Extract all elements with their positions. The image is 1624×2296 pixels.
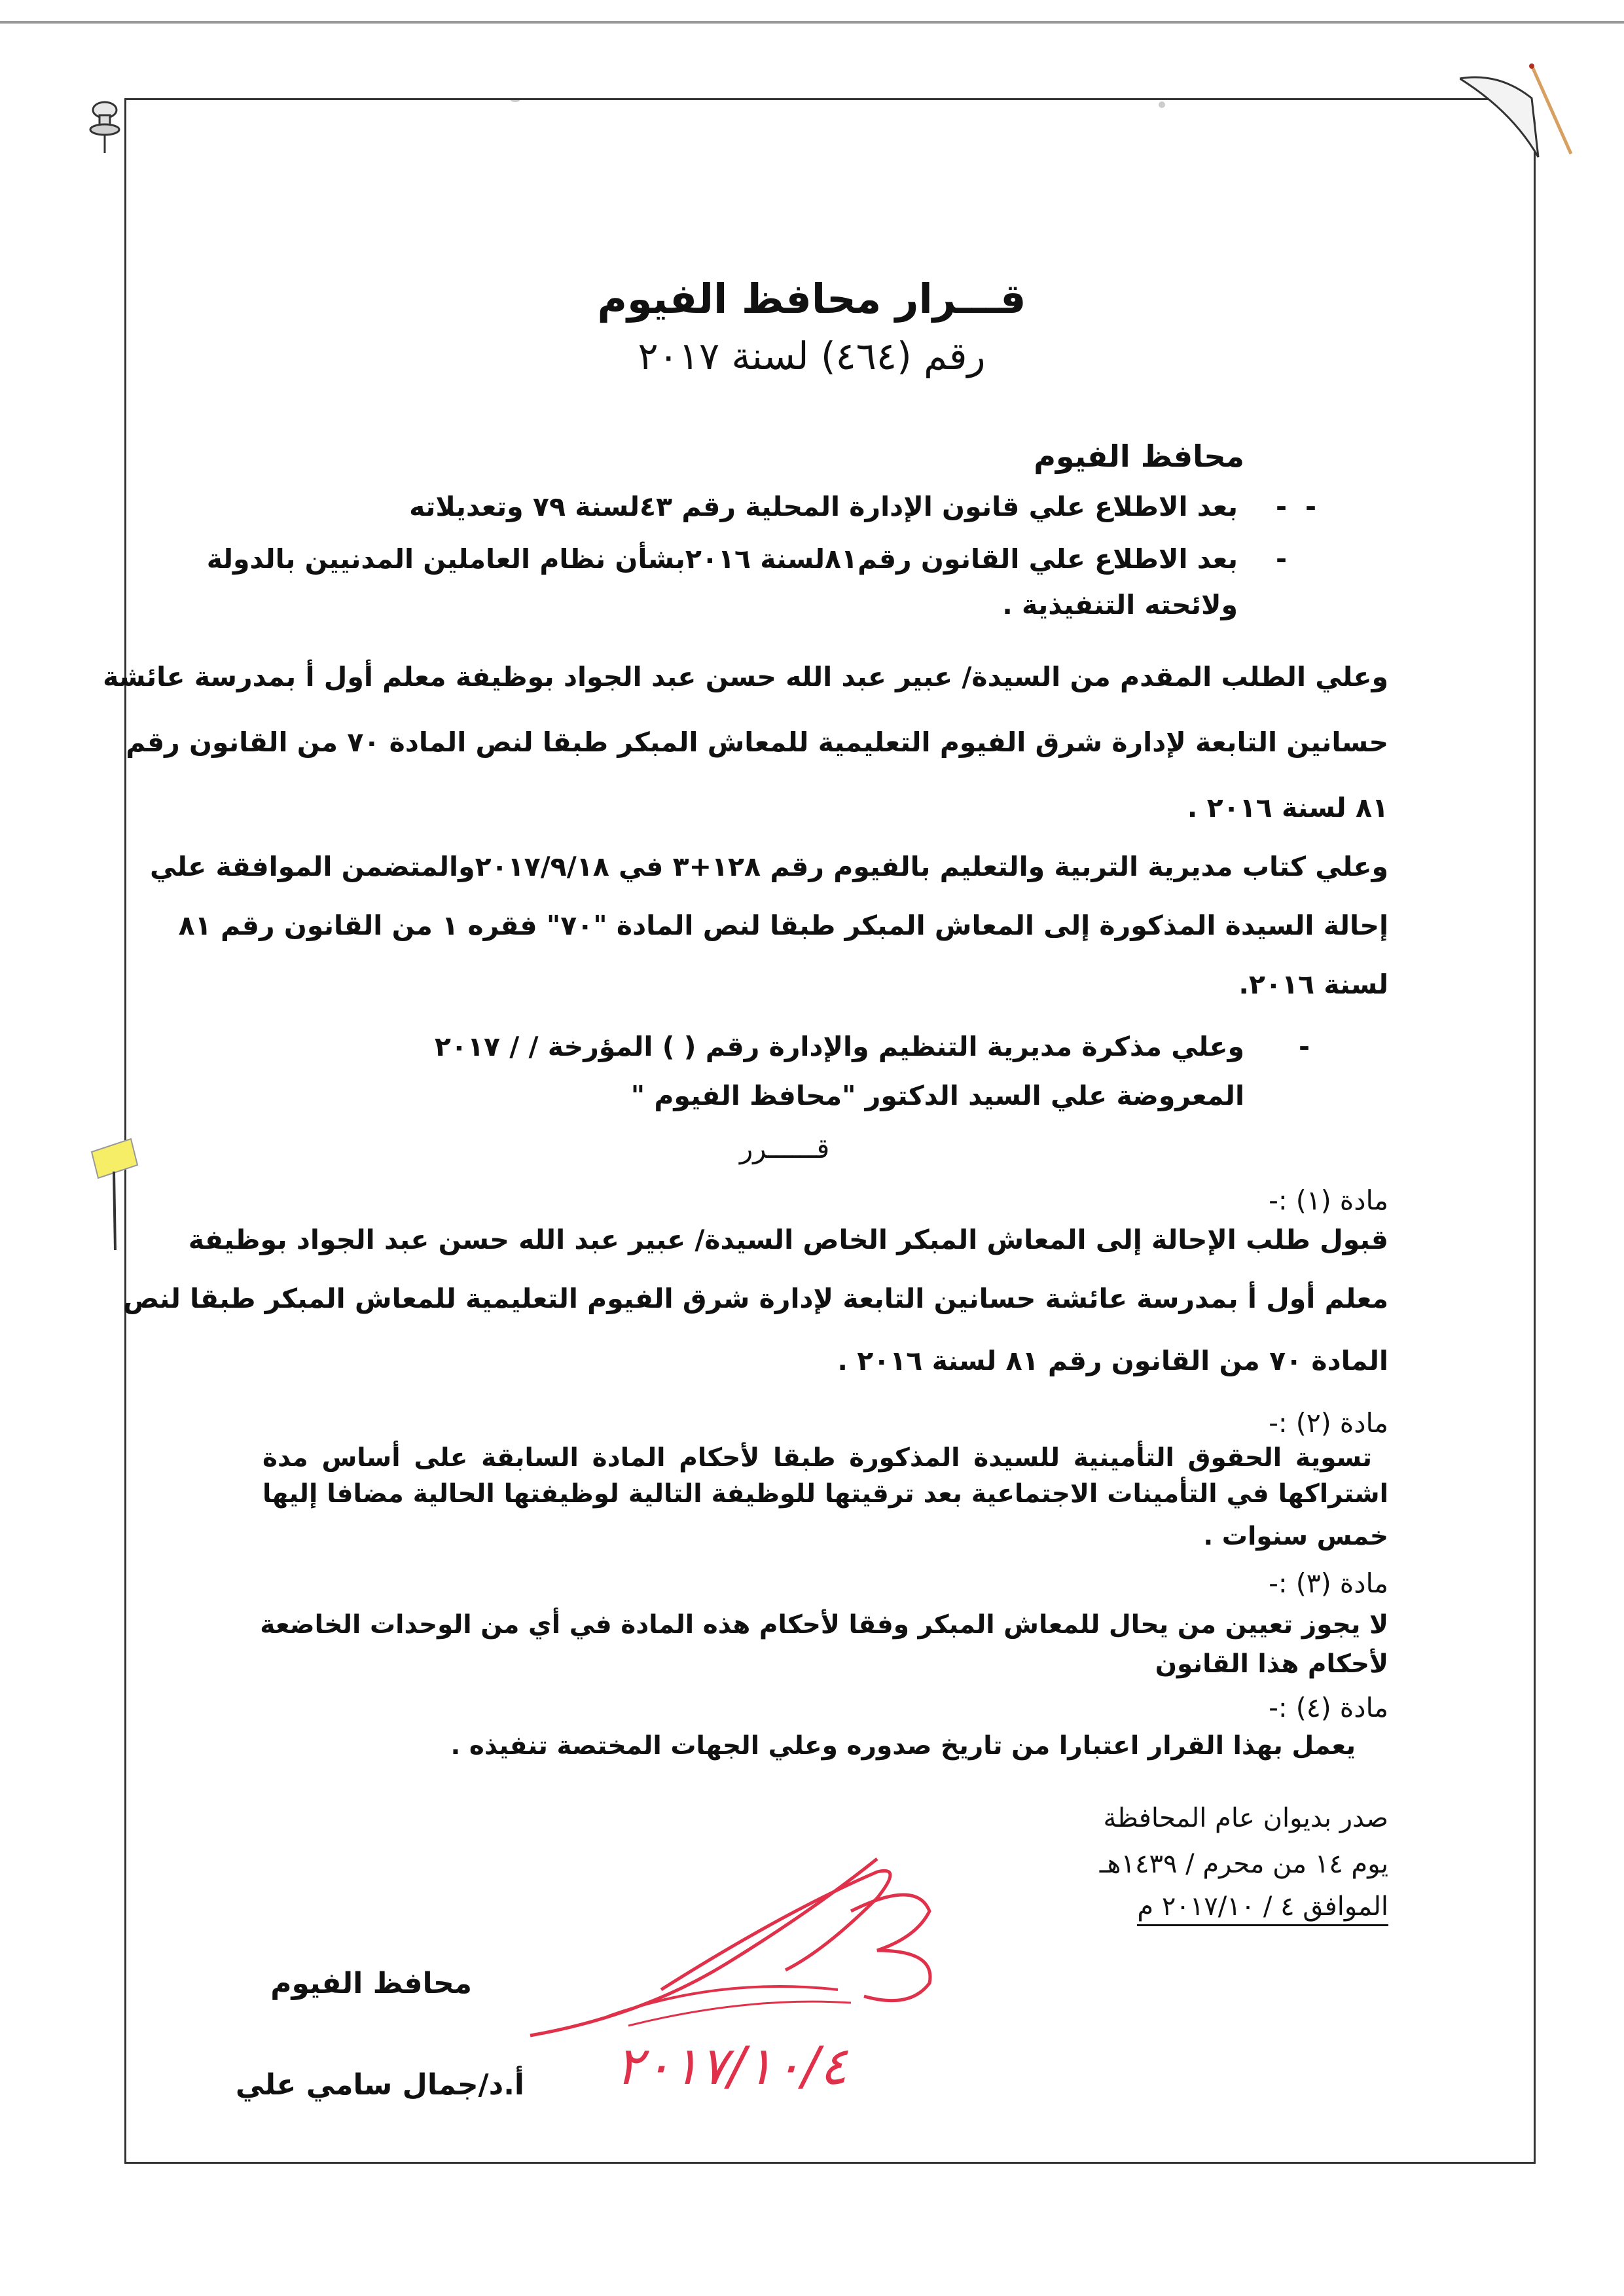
memo-line: وعلي مذكرة مديرية التنظيم والإدارة رقم ( ) المؤرخة / / ٢٠١٧ <box>434 1031 1244 1062</box>
article-heading: مادة (٣) :- <box>1269 1568 1388 1599</box>
directorate-line: إحالة السيدة المذكورة إلى المعاش المبكر طبقا لنص المادة "٧٠" فقره ١ من القانون رقم ٨١ <box>178 910 1388 941</box>
yellow-pin-icon <box>85 1126 144 1257</box>
handwritten-date: ٢٠١٧/١٠/٤ <box>615 2036 848 2096</box>
article-line: لا يجوز تعيين من يحال للمعاش المبكر وفقا لأحكام هذه المادة في أي من الوحدات الخاضعة <box>260 1610 1388 1640</box>
preamble-item: بعد الاطلاع علي قانون الإدارة المحلية رقم ٤٣لسنة ٧٩ وتعديلاته <box>409 491 1238 522</box>
bullet-dash: - <box>1275 543 1287 575</box>
signature-title: محافظ الفيوم <box>270 1967 472 2000</box>
memo-line: المعروضة علي السيد الدكتور "محافظ الفيوم " <box>630 1080 1244 1111</box>
article-line: اشتراكها في التأمينات الاجتماعية بعد ترقيتها للوظيفة التالية لوظيفتها الحالية مضافا إليها <box>262 1479 1388 1509</box>
decision-number: رقم (٤٦٤) لسنة ٢٠١٧ <box>638 334 986 378</box>
decision-title: قـــرار محافظ الفيوم <box>597 275 1026 323</box>
article-heading: مادة (٢) :- <box>1269 1407 1388 1439</box>
request-line: وعلي الطلب المقدم من السيدة/ عبير عبد الله حسن عبد الجواد بوظيفة معلم أول أ بمدرسة عائشة <box>103 661 1388 692</box>
preamble-item: ولائحته التنفيذية . <box>1002 589 1238 620</box>
preamble-item <box>1286 491 1316 522</box>
issued-place: صدر بديوان عام المحافظة <box>1103 1803 1388 1833</box>
directorate-line: وعلي كتاب مديرية التربية والتعليم بالفيوم رقم ١٢٨+٣ في ٢٠١٧/٩/١٨والمتضمن الموافقة علي <box>149 851 1388 882</box>
bullet-dash: - <box>1275 491 1287 522</box>
directorate-line: لسنة ٢٠١٦. <box>1238 969 1388 1000</box>
matchstick-icon <box>1525 62 1578 160</box>
request-line: ٨١ لسنة ٢٠١٦ . <box>1187 792 1388 823</box>
bullet-dash: - <box>1298 1031 1310 1062</box>
article-line: قبول طلب الإحالة إلى المعاش المبكر الخاص السيدة/ عبير عبد الله حسن عبد الجواد بوظيفة <box>188 1224 1388 1255</box>
article-line: لأحكام هذا القانون <box>1155 1649 1388 1679</box>
article-line: يعمل بهذا القرار اعتبارا من تاريخ صدوره وعلي الجهات المختصة تنفيذه . <box>450 1731 1356 1761</box>
article-line: خمس سنوات . <box>1203 1522 1388 1551</box>
article-heading: مادة (١) :- <box>1269 1185 1388 1216</box>
push-pin-icon <box>85 98 124 157</box>
request-line: حسانين التابعة لإدارة شرق الفيوم التعليمية للمعاش المبكر طبقا لنص المادة ٧٠ من القانون رقم <box>126 726 1388 758</box>
article-line: تسوية الحقوق التأمينية للسيدة المذكورة طبقا لأحكام المادة السابقة على أساس مدة <box>262 1443 1372 1473</box>
preamble-item: بعد الاطلاع علي القانون رقم٨١لسنة ٢٠١٦بشأن نظام العاملين المدنيين بالدولة <box>206 543 1238 575</box>
article-line: المادة ٧٠ من القانون رقم ٨١ لسنة ٢٠١٦ . <box>837 1345 1388 1376</box>
issued-gregorian-date: الموافق ٤ / ٢٠١٧/١٠ م <box>1137 1892 1388 1926</box>
bullet-dash: - <box>1305 491 1316 522</box>
signature-name: أ.د/جمال سامي علي <box>235 2068 524 2102</box>
governor-heading: محافظ الفيوم <box>1034 439 1244 474</box>
scan-edge-top <box>0 21 1624 24</box>
decree-word: قــــــرر <box>740 1132 830 1164</box>
issued-hijri-date: يوم ١٤ من محرم / ١٤٣٩هـ <box>1099 1849 1388 1879</box>
article-heading: مادة (٤) :- <box>1269 1692 1388 1723</box>
article-line: معلم أول أ بمدرسة عائشة حسانين التابعة لإدارة شرق الفيوم التعليمية للمعاش المبكر طبقا لنص <box>122 1283 1388 1314</box>
